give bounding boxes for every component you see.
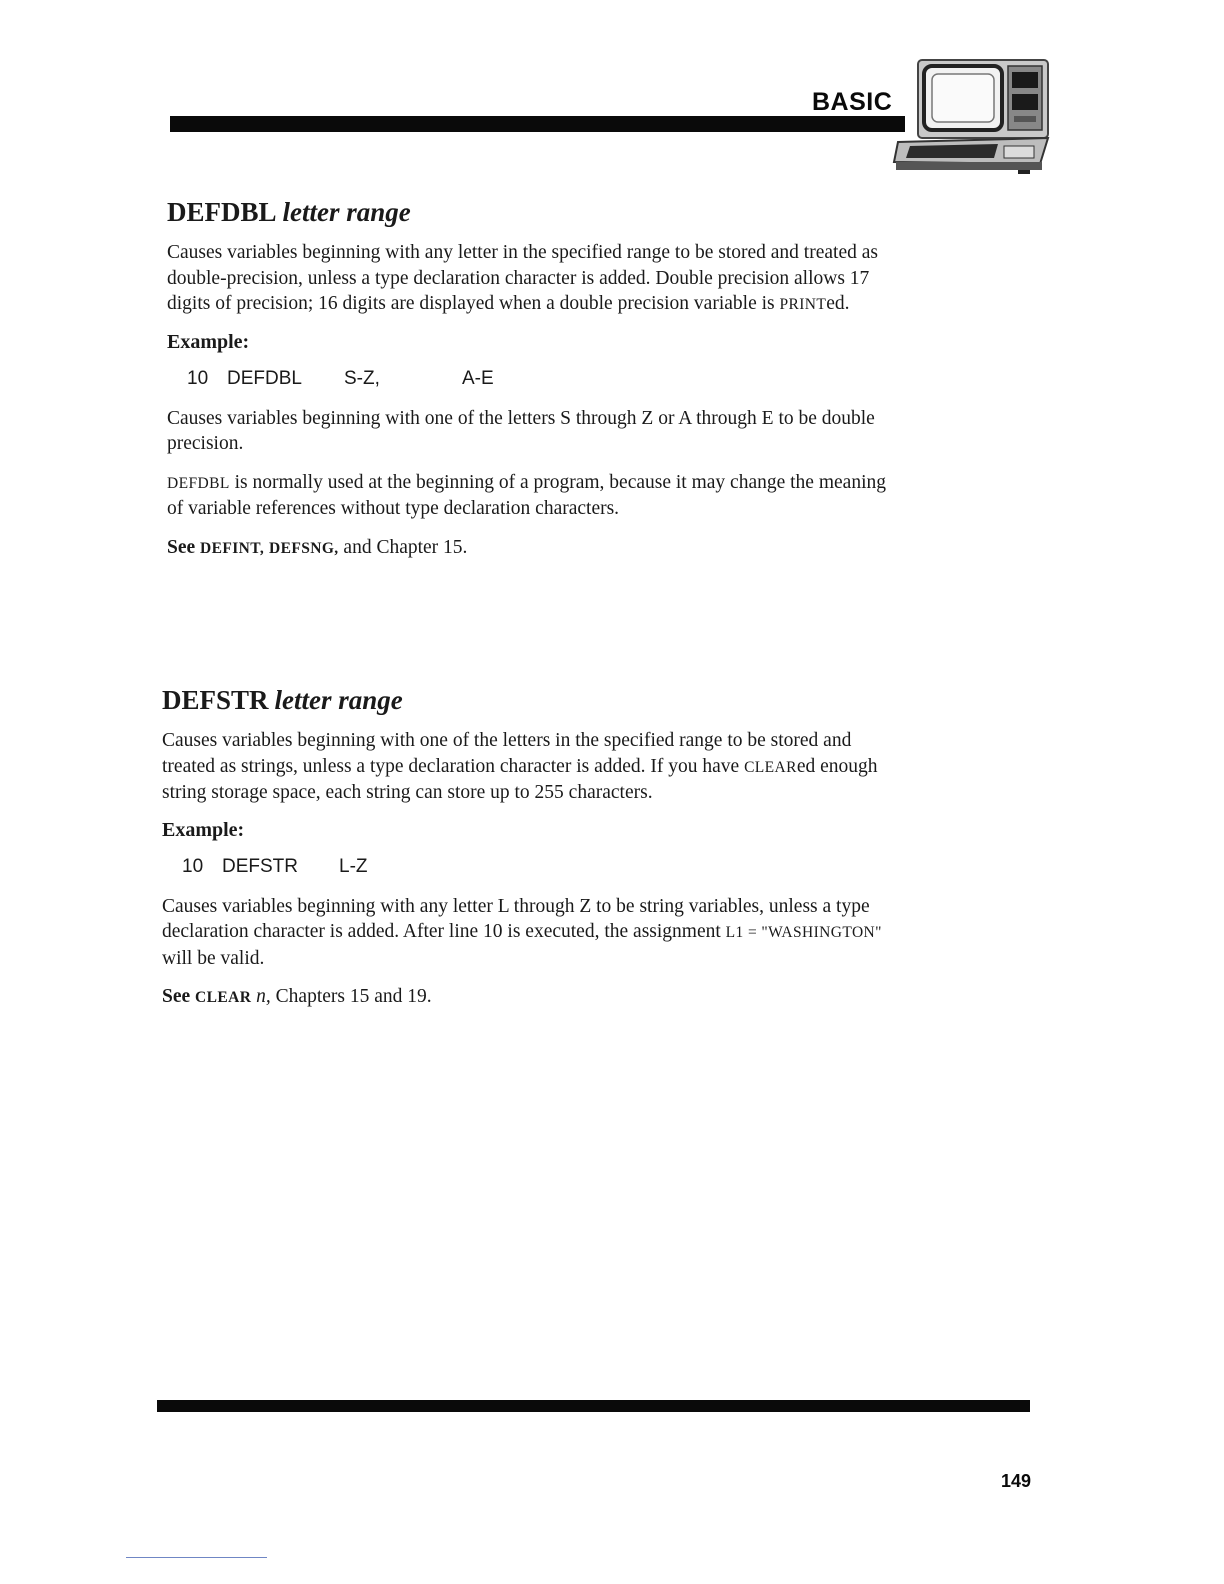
section-title: BASIC: [812, 88, 893, 116]
see-rest: and Chapter 15.: [338, 536, 468, 558]
see-ref-defsng: DEFSNG,: [269, 539, 339, 557]
page-number: 149: [1001, 1471, 1032, 1491]
see-ref-clear: CLEAR: [195, 989, 252, 1007]
defdbl-explanation: Causes variables beginning with one of the letters S through Z or A through E to be double precision.: [167, 407, 875, 455]
defdbl-code-example: [187, 366, 887, 392]
defdbl-heading: [167, 196, 887, 228]
defdbl-argument: letter range: [282, 197, 411, 227]
defstr-section: [162, 684, 882, 1010]
defdbl-note: [167, 470, 887, 522]
defdbl-keyword: DEFDBL: [167, 197, 277, 227]
defdbl-desc-text-end: ed.: [826, 293, 850, 315]
defstr-keyword: DEFSTR: [162, 685, 269, 715]
defstr-argument: letter range: [274, 685, 403, 715]
defstr-desc-text-end: ed enough string storage space, each string can store up to 255 characters.: [162, 755, 878, 804]
defdbl-note-keyword: DEFDBL: [167, 474, 230, 492]
header-rule: [170, 116, 905, 132]
defdbl-desc-text: Causes variables beginning with any letter in the specified range to be stored and treated as double-precision, unless a type declaration character is added. Double precision allows 17 digits of precision; 16 digits are displayed when a double precision variable is: [167, 242, 878, 315]
defstr-explanation: [162, 894, 882, 972]
code-range-1: S-Z,: [344, 367, 380, 389]
code-line-number: 10: [187, 367, 209, 389]
see-ref-defint: DEFINT,: [200, 539, 265, 557]
code-range-2: A-E: [462, 367, 494, 389]
defstr-code-example: [182, 854, 882, 880]
code-keyword: DEFDBL: [227, 367, 302, 389]
defdbl-note-text: is normally used at the beginning of a program, because it may change the meaning of variable references without type declaration characters.: [167, 471, 886, 520]
footer-rule: [157, 1400, 1030, 1412]
corner-divider: [126, 1557, 267, 1558]
code-line-number: 10: [182, 855, 204, 877]
defstr-expl-text: Causes variables beginning with any letter L through Z to be string variables, unless a type declaration character is added. After line 10 is executed, the assignment: [162, 895, 870, 943]
defdbl-see-also: [167, 535, 887, 561]
code-keyword: DEFSTR: [222, 855, 298, 877]
see-word: See: [162, 986, 191, 1008]
see-ref-clear-arg: n,: [256, 986, 271, 1008]
defdbl-section: [167, 196, 887, 561]
see-word: See: [167, 536, 196, 558]
see-rest: Chapters 15 and 19.: [270, 986, 432, 1008]
defstr-expl-text-end: will be valid.: [162, 947, 265, 969]
clear-keyword: CLEAR: [744, 758, 797, 776]
trs-80-computer-icon: [888, 54, 1050, 176]
code-range-1: L-Z: [339, 855, 368, 877]
defstr-example-label: Example:: [162, 818, 245, 841]
defstr-desc-text: Causes variables beginning with one of the letters in the specified range to be stored and treated as strings, unless a type declaration character is added. If you have: [162, 730, 852, 777]
print-keyword: PRINT: [779, 296, 827, 314]
defdbl-description: [167, 240, 887, 318]
assignment-example: L1 = "WASHINGTON": [725, 924, 882, 942]
defstr-description: [162, 728, 882, 806]
defstr-see-also: [162, 984, 882, 1010]
defdbl-example-label: Example:: [167, 330, 250, 353]
defstr-heading: [162, 684, 882, 716]
